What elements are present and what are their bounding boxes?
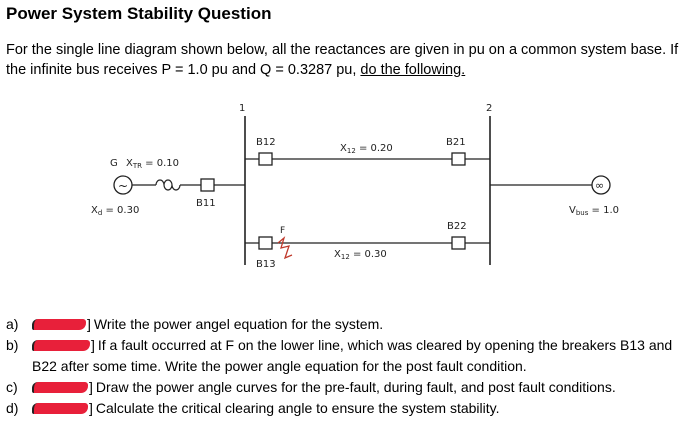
label-b22: B22 [447, 221, 467, 232]
intro-underlined: do the following. [360, 62, 466, 78]
redaction-mark [32, 319, 86, 330]
breaker-b21 [452, 153, 465, 165]
breaker-b11 [201, 179, 214, 191]
redaction-mark [32, 340, 90, 351]
question-c-text: Draw the power angle curves for the pre-fault, during fault, and post fault conditions. [95, 379, 616, 395]
question-d [6, 398, 694, 419]
question-b [6, 335, 694, 377]
redaction-mark [32, 403, 88, 414]
breaker-b22 [452, 237, 465, 249]
question-c [6, 377, 694, 398]
label-b11: B11 [196, 198, 216, 209]
label-b21: B21 [446, 137, 466, 148]
bracket: ] [89, 379, 93, 395]
question-a [6, 314, 694, 335]
question-d-text: Calculate the critical clearing angle to ensure the system stability. [95, 400, 500, 416]
generator-tilde: ~ [118, 179, 129, 193]
question-b-text: If a fault occurred at F on the lower line, which was cleared by opening the breakers B13 and B22 after some time. Write the power angle equation for the post fault condition. [32, 337, 673, 374]
label-xd: $X_d = 0.30$ [91, 205, 140, 217]
fault-symbol [278, 238, 292, 258]
bracket: ] [87, 316, 91, 332]
transformer-symbol [156, 180, 180, 190]
question-a-text: Write the power angel equation for the system. [93, 316, 384, 332]
question-a-letter: a) [6, 316, 19, 332]
bracket: ] [91, 337, 95, 353]
label-vbus: $V_{bus} = 1.0$ [569, 205, 620, 217]
bus-1-label: 1 [239, 103, 246, 114]
infinite-symbol: ∞ [595, 179, 605, 192]
label-b12: B12 [256, 137, 276, 148]
breaker-b12 [259, 153, 272, 165]
redaction-mark [32, 382, 88, 393]
label-x12-top: $X_{12} = 0.20$ [340, 143, 393, 155]
breaker-b13 [259, 237, 272, 249]
question-d-letter: d) [6, 400, 19, 416]
label-xtr: $X_{TR} = 0.10$ [126, 158, 180, 170]
intro-paragraph [6, 40, 694, 80]
single-line-diagram [0, 92, 697, 292]
label-g: G [110, 158, 118, 169]
fault-label: F [280, 226, 286, 236]
label-x12-bottom: $X_{12} = 0.30$ [334, 249, 387, 261]
page-title: Power System Stability Question [6, 4, 272, 23]
bus-2-label: 2 [486, 103, 493, 114]
bracket: ] [89, 400, 93, 416]
label-b13: B13 [256, 259, 276, 270]
question-b-letter: b) [6, 337, 19, 353]
question-c-letter: c) [6, 379, 18, 395]
intro-text: For the single line diagram shown below, all the reactances are given in pu on a common system base. If the infinite bus receives P = 1.0 pu and Q = 0.3287 pu, [6, 42, 679, 78]
question-list [6, 314, 694, 419]
